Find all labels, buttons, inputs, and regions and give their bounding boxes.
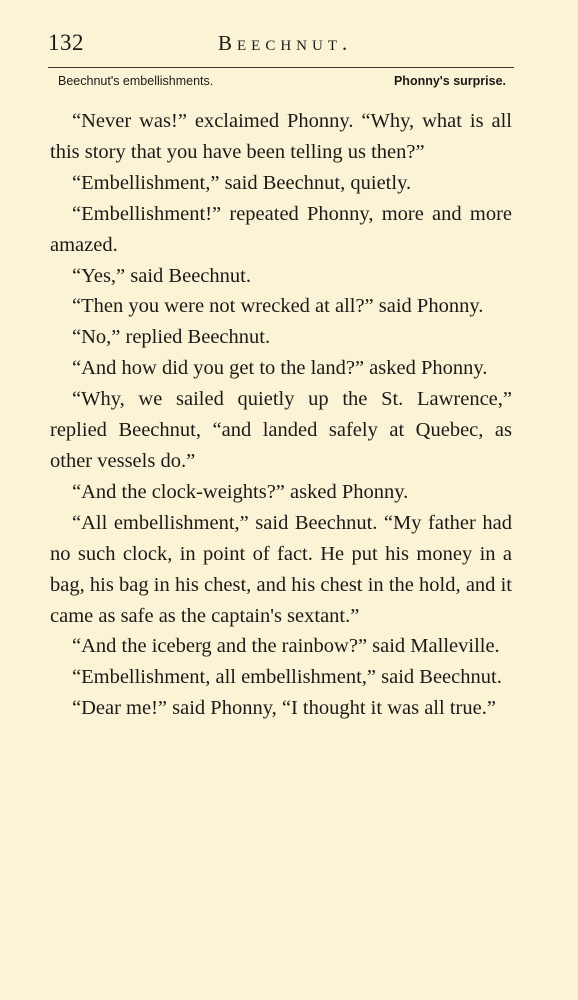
paragraph: “And the iceberg and the rainbow?” said Malleville. <box>72 635 500 658</box>
page-number: 132 <box>48 30 84 55</box>
paragraph: “Embellishment!” repeated Phonny, more and more amazed. <box>50 202 512 256</box>
paragraph: “And how did you get to the land?” asked Phonny. <box>72 357 488 380</box>
paragraph: “Dear me!” said Phonny, “I thought it was all true.” <box>72 697 496 720</box>
paragraph: “Yes,” said Beechnut. <box>72 264 251 287</box>
paragraph: “Never was!” exclaimed Phonny. “Why, what is all this story that you have been telling us then?” <box>50 110 512 163</box>
chapter-subheading <box>58 74 506 92</box>
paragraph: “No,” replied Beechnut. <box>72 326 271 349</box>
paragraph: “All embellishment,” said Beechnut. “My father had no such clock, in point of fact. He put his money in a bag, his bag in his chest, and his chest in the hold, and it came as safe as the captain's sextant.” <box>50 511 512 627</box>
left-subhead: Beechnut's embellishments. <box>58 74 214 88</box>
header-rule <box>48 67 514 68</box>
book-title: Beechnut. <box>218 31 353 55</box>
right-subhead: Phonny's surprise. <box>393 74 506 88</box>
paragraph: “Why, we sailed quietly up the St. Lawrence,” replied Beechnut, “and landed safely at Quebec, as other vessels do.” <box>50 388 512 472</box>
paragraph: “Then you were not wrecked at all?” said Phonny. <box>72 295 484 318</box>
paragraph: “Embellishment,” said Beechnut, quietly. <box>72 171 412 194</box>
paragraph: “And the clock-weights?” asked Phonny. <box>72 480 409 503</box>
body-text <box>50 106 512 724</box>
running-head <box>48 30 514 64</box>
paragraph: “Embellishment, all embellishment,” said Beechnut. <box>72 666 502 689</box>
